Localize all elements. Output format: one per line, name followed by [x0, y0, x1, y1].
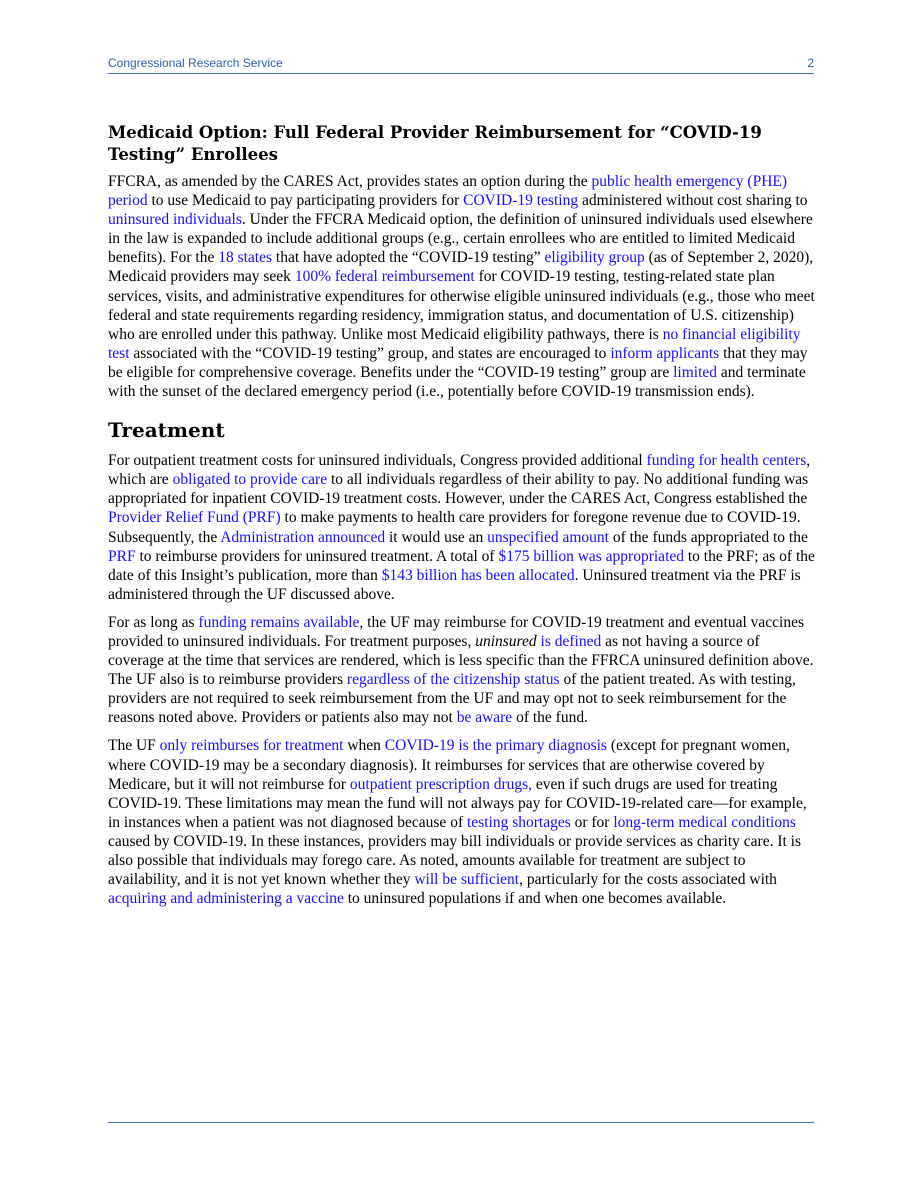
paragraph-text: as not having a source of coverage at the time that services are rendered, which is less specific than the FFRCA uninsured definition above. The UF also is to reimburse providers [108, 632, 814, 689]
hyperlink[interactable]: regardless of the citizenship status [346, 671, 560, 689]
paragraph-text: for COVID-19 testing, testing-related state plan services, visits, and administrative expenditures for otherwise eligible uninsured individuals (e.g., those who meet federal and state requirements regarding residency, immigration status, and documentation of U.S. citizenship) who are enrolled under this pathway. Unlike most Medicaid eligibility pathways, there is [108, 268, 815, 343]
paragraph-text: to use Medicaid to pay participating providers for [147, 192, 464, 210]
paragraph-text: (except for pregnant women, where COVID-19 may be a secondary diagnosis). It reimburses for services that are otherwise covered by Medicare, but it will not reimburse for [108, 737, 790, 793]
hyperlink[interactable]: 18 states [218, 249, 273, 267]
hyperlink[interactable]: is defined [540, 632, 602, 650]
hyperlink[interactable]: uninsured individuals [108, 211, 242, 229]
hyperlink[interactable]: unspecified amount [487, 528, 609, 546]
hyperlink[interactable]: long-term medical conditions [613, 813, 796, 831]
hyperlink[interactable]: eligibility group [544, 249, 645, 267]
hyperlink[interactable]: limited [673, 363, 718, 381]
paragraph-text: , which are [108, 452, 811, 489]
paragraph-text: to all individuals regardless of their ability to pay. No additional funding was appropriated for inpatient COVID-19 treatment costs. However, under the CARES Act, Congress established the [108, 471, 809, 508]
section-heading-treatment: Treatment [108, 418, 225, 443]
paragraph-text: to the PRF; as of the date of this Insight’s publication, more than [108, 547, 815, 584]
hyperlink[interactable]: $143 billion has been allocated [381, 566, 575, 584]
hyperlink[interactable]: Administration announced [220, 528, 386, 546]
paragraph-text: (as of September 2, 2020), Medicaid providers may seek [108, 249, 814, 286]
paragraph-text: . Under the FFCRA Medicaid option, the definition of uninsured individuals used elsewhere in the law is expanded to include additional groups (e.g., certain enrollees who are entitled to limited Medicaid benefits). For the [108, 211, 813, 267]
hyperlink[interactable]: outpatient prescription drugs, [349, 775, 533, 793]
paragraph-text: it would use an [385, 528, 488, 546]
footer-rule [108, 1122, 814, 1123]
paragraph-text: when [343, 737, 385, 755]
hyperlink[interactable]: only reimburses for treatment [159, 737, 344, 755]
paragraph-text: The UF [108, 737, 160, 755]
paragraph-text: For as long as [108, 613, 199, 631]
hyperlink[interactable]: will be sufficient [414, 871, 520, 889]
hyperlink[interactable]: inform applicants [610, 344, 720, 362]
hyperlink[interactable]: public health emergency (PHE) period [108, 173, 788, 210]
hyperlink[interactable]: no financial eligibility test [108, 325, 801, 362]
paragraph-text: of the funds appropriated to the [608, 528, 808, 546]
main-content [108, 122, 815, 917]
paragraph-text: that they may be eligible for comprehensive coverage. Benefits under the “COVID-19 testing” group are [108, 344, 808, 381]
paragraph-text: to uninsured populations if and when one becomes available. [343, 890, 727, 908]
hyperlink[interactable]: obligated to provide care [172, 471, 328, 489]
paragraph-text: , particularly for the costs associated with [519, 871, 777, 889]
paragraph-text: administered without cost sharing to [578, 192, 808, 210]
running-title: Congressional Research Service [108, 56, 283, 70]
section-medicaid-option [108, 122, 815, 401]
body-paragraph [108, 172, 815, 401]
section-heading-medicaid-option: Medicaid Option: Full Federal Provider Reimbursement for “COVID-19 Testing” Enrollees [108, 123, 762, 164]
paragraph-text: to make payments to health care providers for foregone revenue due to COVID-19. Subsequently, the [108, 509, 801, 546]
paragraph-text: and terminate with the sunset of the declared emergency period (i.e., potentially before COVID-19 transmission ends). [108, 363, 806, 401]
paragraph-text: of the fund. [512, 709, 588, 727]
hyperlink[interactable]: COVID-19 testing [463, 192, 579, 210]
page-header [108, 56, 814, 74]
hyperlink[interactable]: funding for health centers [646, 452, 807, 470]
header-rule [108, 73, 814, 74]
body-paragraph [108, 736, 815, 908]
paragraph-text: FFCRA, as amended by the CARES Act, provides states an option during the [108, 173, 592, 190]
hyperlink[interactable]: acquiring and administering a vaccine [108, 890, 344, 908]
hyperlink[interactable]: COVID-19 is the primary diagnosis [384, 737, 607, 755]
hyperlink[interactable]: $175 billion was appropriated [498, 547, 684, 565]
paragraph-text: , the UF may reimburse for COVID-19 treatment and eventual vaccines provided to uninsured individuals. For treatment purposes, [108, 613, 805, 650]
paragraph-text: to reimburse providers for uninsured treatment. A total of [135, 547, 499, 565]
paragraph-text: that have adopted the “COVID-19 testing” [272, 249, 545, 267]
hyperlink[interactable]: funding remains available [198, 613, 360, 631]
paragraph-text: For outpatient treatment costs for uninsured individuals, Congress provided additional [108, 452, 647, 470]
paragraph-text: . Uninsured treatment via the PRF is administered through the UF discussed above. [108, 566, 801, 603]
italic-text: uninsured [475, 632, 537, 650]
hyperlink[interactable]: 100% federal reimbursement [294, 268, 475, 286]
paragraph-text: associated with the “COVID-19 testing” group, and states are encouraged to [129, 344, 611, 362]
paragraph-text: even if such drugs are used for treating COVID-19. These limitations may mean the fund will not always pay for COVID-19-related care—for example, in instances when a patient was not diagnosed because of [108, 775, 807, 831]
paragraph-text: of the patient treated. As with testing, providers are not required to seek reimbursement from the UF and may opt not to seek reimbursement for the reasons noted above. Providers or patients also may not [108, 671, 796, 727]
hyperlink[interactable]: Provider Relief Fund (PRF) [108, 509, 281, 527]
page-number: 2 [807, 56, 814, 70]
paragraph-text: or for [570, 813, 614, 831]
hyperlink[interactable]: be aware [456, 709, 513, 727]
hyperlink[interactable]: PRF [108, 547, 136, 565]
paragraph-text: caused by COVID-19. In these instances, providers may bill individuals or provide services as charity care. It is also possible that individuals may forego care. As noted, amounts available for treatment are subject to availability, and it is not yet known whether they [108, 832, 802, 889]
section-treatment [108, 417, 815, 908]
body-paragraph [108, 451, 815, 604]
body-paragraph [108, 613, 815, 728]
hyperlink[interactable]: testing shortages [466, 813, 571, 831]
